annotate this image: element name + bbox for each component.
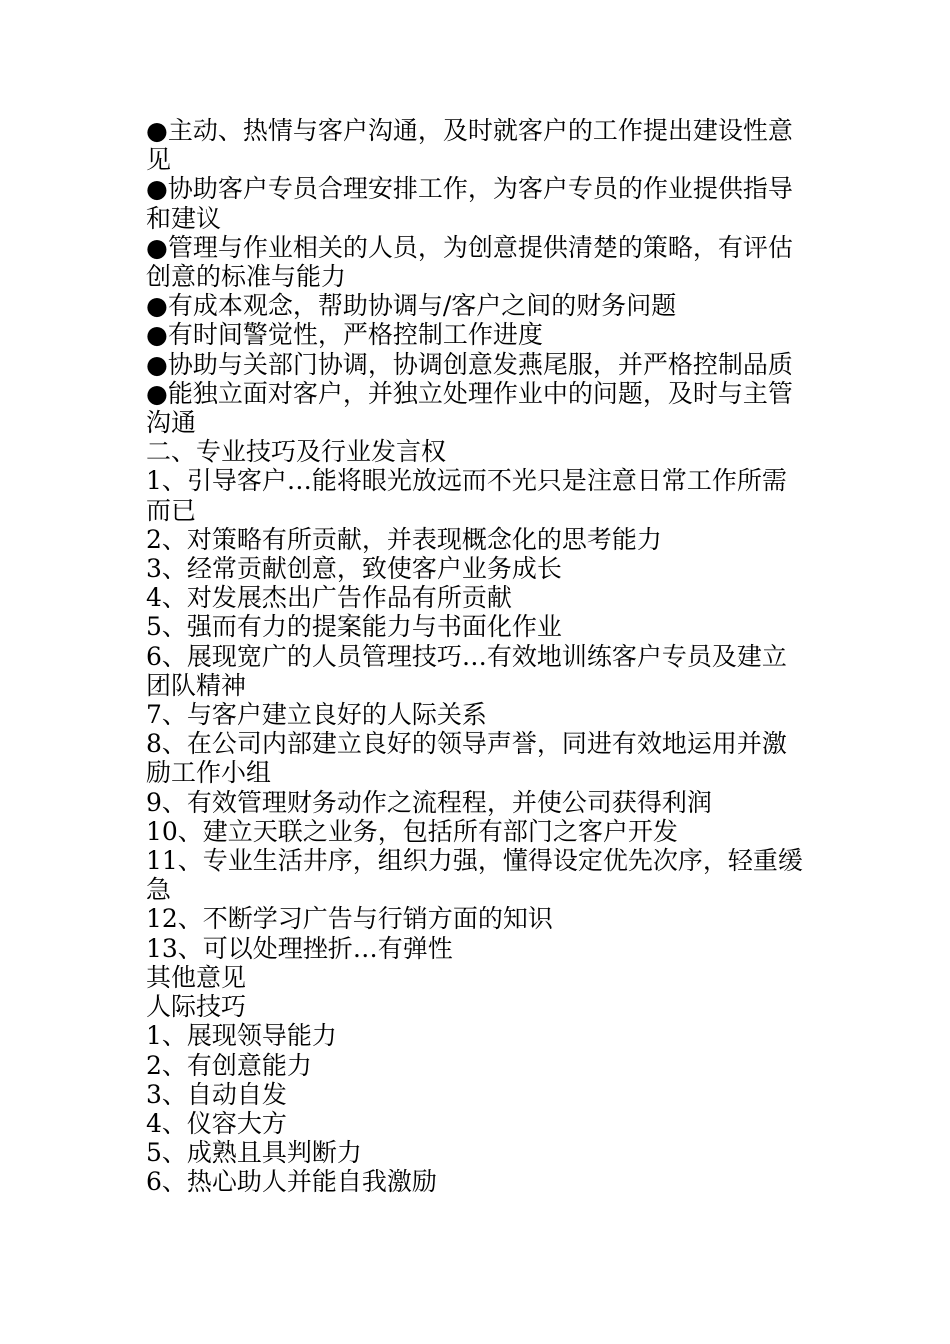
numbered-item: 7、与客户建立良好的人际关系 — [146, 700, 487, 730]
bullet-item: ●有成本观念，帮助协调与/客户之间的财务问题 — [146, 291, 677, 321]
numbered-item: 1、引导客户…能将眼光放远而不光只是注意日常工作所需而已 — [146, 466, 787, 525]
bullet-item: ●有时间警觉性，严格控制工作进度 — [146, 320, 543, 350]
bullet-item: ●管理与作业相关的人员，为创意提供清楚的策略，有评估创意的标准与能力 — [146, 232, 793, 292]
bullet-item: ●协助与关部门协调，协调创意发燕尾服，并严格控制品质 — [146, 349, 793, 379]
numbered-item: 6、热心助人并能自我激励 — [146, 1167, 437, 1197]
section-heading: 二、专业技巧及行业发言权 — [146, 437, 447, 467]
numbered-item: 5、成熟且具判断力 — [146, 1138, 362, 1168]
numbered-item: 2、有创意能力 — [146, 1050, 312, 1080]
bullet-item: ●协助客户专员合理安排工作，为客户专员的作业提供指导和建议 — [146, 174, 793, 233]
numbered-item: 10、建立天联之业务，包括所有部门之客户开发 — [146, 816, 678, 846]
numbered-item: 8、在公司内部建立良好的领导声誉，同进有效地运用并激励工作小组 — [146, 729, 787, 788]
numbered-item: 3、经常贡献创意，致使客户业务成长 — [146, 554, 562, 584]
numbered-item: 12、不断学习广告与行销方面的知识 — [146, 904, 553, 934]
numbered-item: 9、有效管理财务动作之流程程，并使公司获得利润 — [146, 787, 712, 817]
numbered-item: 2、对策略有所贡献，并表现概念化的思考能力 — [146, 524, 662, 554]
numbered-item: 3、自动自发 — [146, 1079, 287, 1109]
bullet-item: ●能独立面对客户，并独立处理作业中的问题，及时与主管沟通 — [146, 378, 793, 438]
section-heading: 人际技巧 — [146, 992, 247, 1022]
numbered-item: 11、专业生活井序，组织力强，懂得设定优先次序，轻重缓急 — [146, 846, 803, 905]
numbered-item: 5、强而有力的提案能力与书面化作业 — [146, 612, 562, 642]
numbered-item: 13、可以处理挫折…有弹性 — [146, 933, 453, 963]
numbered-item: 4、仪容大方 — [146, 1108, 287, 1138]
bullet-item: ●主动、热情与客户沟通，及时就客户的工作提出建设性意见 — [146, 116, 793, 175]
section-heading: 其他意见 — [146, 962, 247, 992]
numbered-item: 4、对发展杰出广告作品有所贡献 — [146, 583, 512, 613]
document-page — [146, 116, 810, 1197]
numbered-item: 1、展现领导能力 — [146, 1021, 337, 1051]
numbered-item: 6、展现宽广的人员管理技巧…有效地训练客户专员及建立团队精神 — [146, 641, 787, 700]
